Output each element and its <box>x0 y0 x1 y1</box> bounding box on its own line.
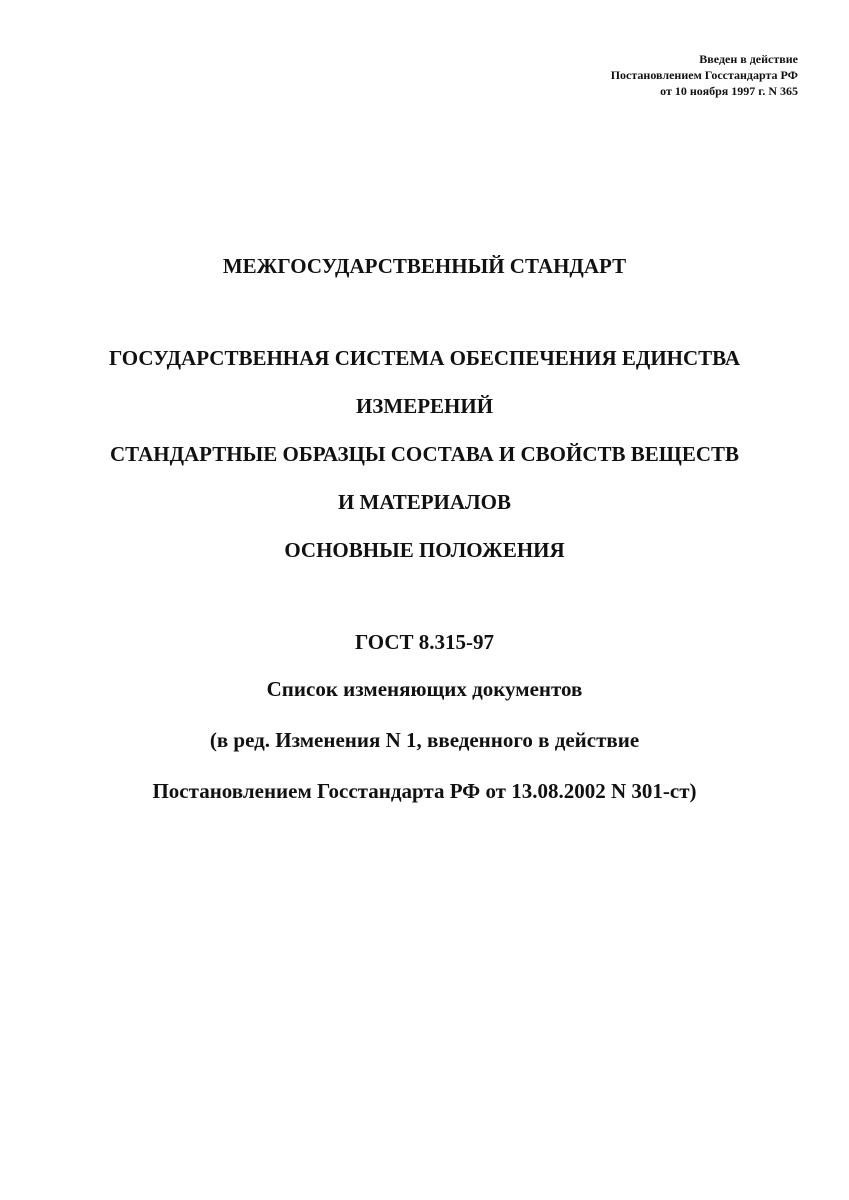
title-line: ОСНОВНЫЕ ПОЛОЖЕНИЯ <box>284 538 565 562</box>
amendments-heading: Список изменяющих документов <box>266 677 583 701</box>
document-type-heading: МЕЖГОСУДАРСТВЕННЫЙ СТАНДАРТ <box>222 254 627 278</box>
amendment-line: (в ред. Изменения N 1, введенного в действие <box>209 728 640 752</box>
title-line: ГОСУДАРСТВЕННАЯ СИСТЕМА ОБЕСПЕЧЕНИЯ ЕДИНСТВА <box>108 346 741 370</box>
title-line: СТАНДАРТНЫЕ ОБРАЗЦЫ СОСТАВА И СВОЙСТВ ВЕЩЕСТВ <box>109 442 740 466</box>
amendments-block <box>0 673 849 826</box>
amendment-line: Постановлением Госстандарта РФ от 13.08.2002 N 301-ст) <box>152 779 697 803</box>
standard-code: ГОСТ 8.315-97 <box>354 630 495 654</box>
enactment-note <box>611 51 798 99</box>
enactment-note-line: Постановлением Госстандарта РФ <box>610 68 798 82</box>
enactment-note-line: от 10 ноября 1997 г. N 365 <box>660 84 798 98</box>
enactment-note-line: Введен в действие <box>699 52 798 66</box>
title-line: ИЗМЕРЕНИЙ <box>355 394 494 418</box>
document-title <box>0 342 849 582</box>
title-line: И МАТЕРИАЛОВ <box>337 490 512 514</box>
